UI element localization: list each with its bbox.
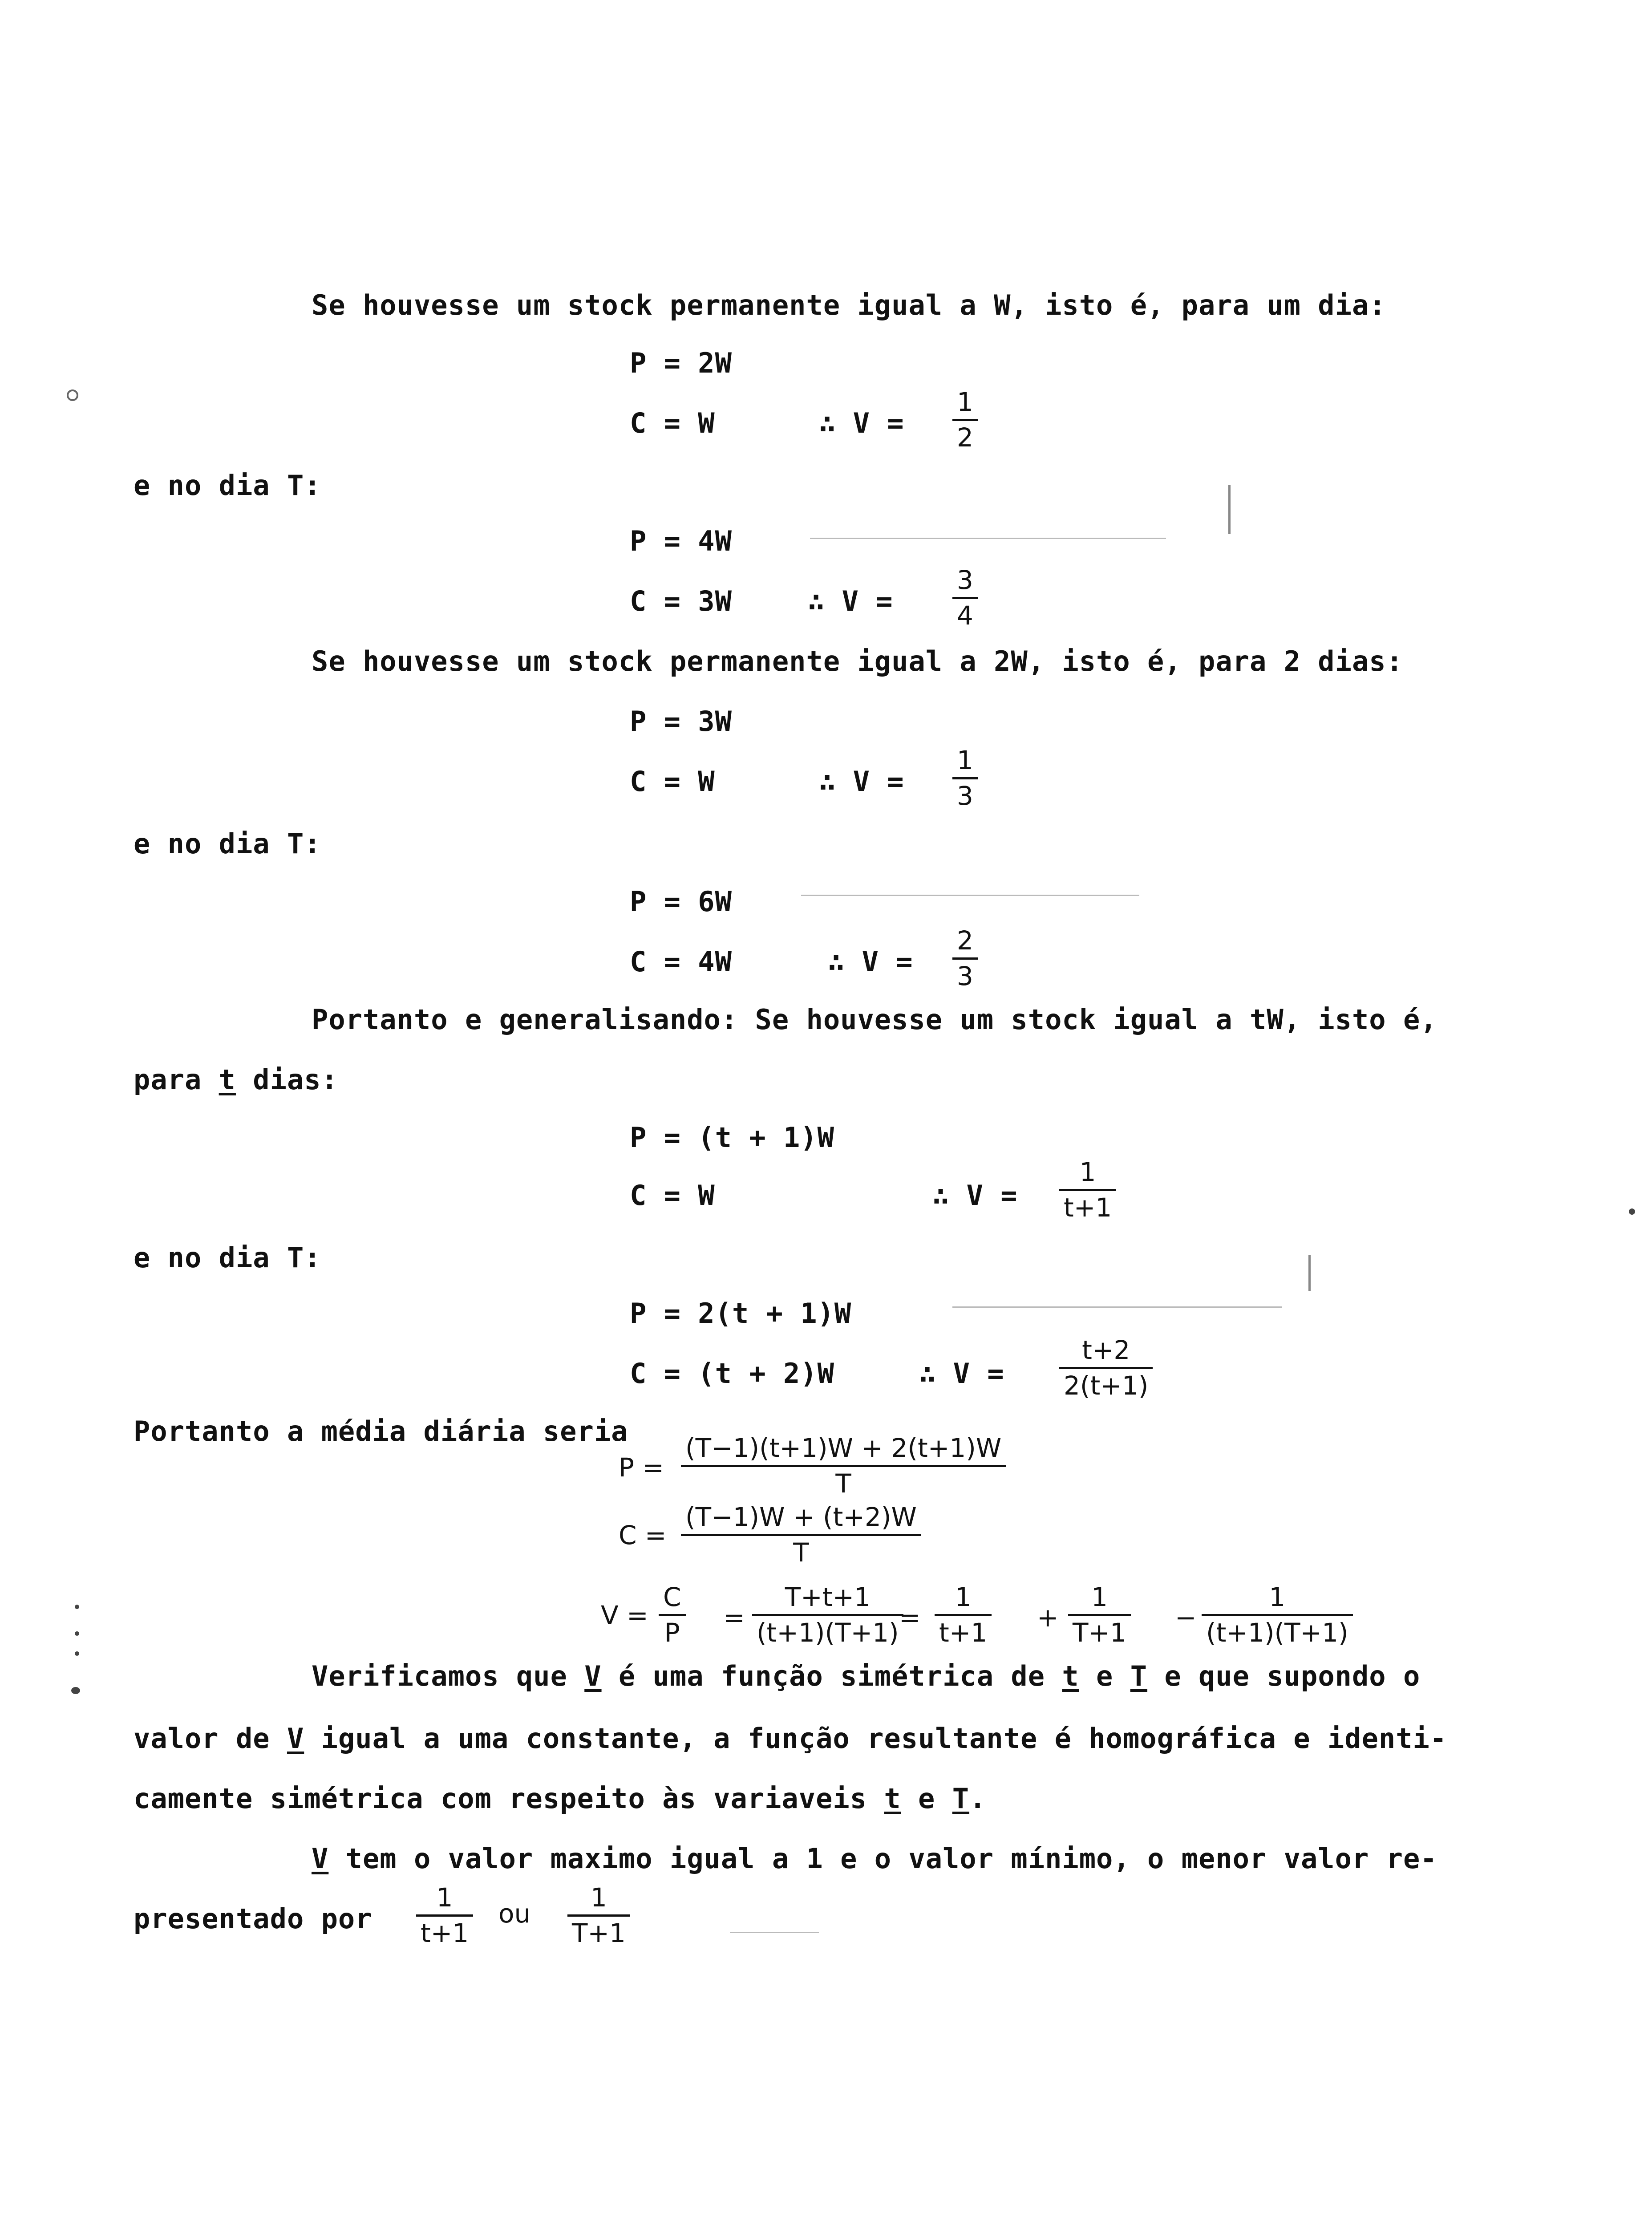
text-segment: igual a uma constante, a função resultante é homográfica e identi- (304, 1722, 1447, 1755)
equation-c: C = W (630, 407, 715, 439)
scan-line (952, 1306, 1282, 1308)
fraction-bar (416, 1914, 473, 1917)
equation-v: ∴ V = (919, 1357, 1004, 1390)
equation-c: C = W (630, 765, 715, 798)
fraction-numerator: 1 (591, 1882, 607, 1913)
fraction-numerator: 1 (957, 745, 973, 775)
scan-line (1228, 485, 1231, 534)
variable-T: T (1130, 1660, 1148, 1692)
word-ou: ou (498, 1898, 531, 1929)
fraction-denominator: 4 (957, 600, 973, 631)
fraction-denominator: (t+1)(T+1) (1206, 1617, 1348, 1648)
label-dia-t: e no dia T: (134, 1241, 321, 1274)
fraction-bar (952, 777, 978, 779)
paragraph-stock-one-day: Se houvesse um stock permanente igual a W, isto é, para um dia: (312, 289, 1386, 321)
fraction-numerator: 1 (957, 387, 973, 417)
equation-p: P = (t + 1)W (630, 1121, 834, 1154)
fraction-bar (681, 1534, 921, 1536)
equation-p: P = 4W (630, 525, 732, 557)
scan-line (730, 1932, 819, 1933)
scan-dot (71, 1687, 80, 1694)
hand-fraction-1-over-t1 (416, 1883, 473, 1948)
equation-c: C = (t + 2)W (630, 1357, 834, 1390)
equation-c: C = 4W (630, 945, 732, 978)
equation-v: ∴ V = (932, 1179, 1018, 1212)
equals-sign: = (899, 1602, 921, 1633)
paragraph-symmetric-line3 (134, 1782, 987, 1815)
fraction-denominator: 2 (957, 422, 973, 453)
scan-dot (75, 1605, 79, 1609)
fraction-denominator: t+1 (1064, 1192, 1112, 1223)
fraction-numerator: 1 (436, 1882, 453, 1913)
variable-t: t (219, 1063, 236, 1096)
scan-dot (1629, 1208, 1635, 1215)
equation-v: ∴ V = (819, 765, 904, 798)
hand-p-lhs: P = (619, 1452, 664, 1483)
fraction-denominator: T+1 (1073, 1617, 1126, 1648)
fraction-v (952, 746, 978, 811)
text-segment: é uma função simétrica de (601, 1660, 1062, 1692)
fraction-bar (1059, 1367, 1153, 1369)
label-dia-t: e no dia T: (134, 827, 321, 860)
text-segment: e (1079, 1660, 1130, 1692)
fraction-bar (1202, 1614, 1353, 1616)
hand-c-lhs: C = (619, 1520, 667, 1550)
equation-v: ∴ V = (828, 945, 913, 978)
fraction-v (952, 565, 978, 630)
fraction-denominator: T (835, 1468, 851, 1499)
scan-dot (75, 1651, 79, 1656)
text-segment: . (969, 1782, 987, 1815)
paragraph-symmetric-line2 (134, 1722, 1447, 1755)
equation-p: P = 3W (630, 705, 732, 738)
hand-fraction-1-over-T1 (1068, 1582, 1131, 1647)
equation-p: P = 6W (630, 885, 732, 918)
scan-line (1308, 1255, 1311, 1291)
variable-T: T (952, 1782, 970, 1815)
fraction-denominator: T+1 (572, 1918, 626, 1948)
fraction-denominator: (t+1)(T+1) (757, 1617, 899, 1648)
fraction-bar (681, 1465, 1006, 1467)
hand-fraction-1-over-T1 (567, 1883, 630, 1948)
hand-fraction-product (1202, 1582, 1353, 1647)
fraction-numerator: 2 (957, 925, 973, 956)
fraction-bar (952, 597, 978, 599)
hand-fraction-c-over-p (659, 1582, 686, 1647)
text-segment: dias: (235, 1063, 338, 1096)
equation-v: ∴ V = (819, 407, 904, 439)
paragraph-max-min-line1 (312, 1842, 1437, 1875)
variable-V: V (287, 1722, 304, 1755)
paragraph-generalisation-line2 (134, 1063, 338, 1096)
minus-sign: − (1175, 1602, 1197, 1633)
variable-V: V (312, 1842, 329, 1875)
scan-dot (75, 1631, 79, 1636)
text-segment: camente simétrica com respeito às variaveis (134, 1782, 884, 1815)
hand-fraction-c (681, 1502, 921, 1567)
paragraph-stock-two-days: Se houvesse um stock permanente igual a 2W, isto é, para 2 dias: (312, 645, 1403, 677)
variable-t: t (884, 1782, 901, 1815)
text-segment: e que supondo o (1147, 1660, 1421, 1692)
fraction-numerator: 3 (957, 565, 973, 595)
equation-p: P = 2(t + 1)W (630, 1297, 852, 1330)
fraction-denominator: t+1 (421, 1918, 469, 1948)
fraction-v (952, 926, 978, 991)
scan-line (801, 895, 1139, 896)
fraction-v (1059, 1335, 1153, 1400)
fraction-numerator: 1 (955, 1582, 972, 1612)
hand-v-lhs: V = (601, 1600, 648, 1630)
fraction-numerator: 1 (1269, 1582, 1286, 1612)
text-segment: Verificamos que (312, 1660, 585, 1692)
fraction-v (1059, 1157, 1116, 1222)
fraction-denominator: t+1 (939, 1617, 988, 1648)
hand-fraction-sum (752, 1582, 903, 1647)
fraction-denominator: 3 (957, 780, 973, 811)
fraction-numerator: (T−1)W + (t+2)W (685, 1502, 917, 1532)
fraction-bar (752, 1614, 903, 1616)
hand-fraction-p (681, 1433, 1006, 1498)
fraction-numerator: (T−1)(t+1)W + 2(t+1)W (685, 1433, 1002, 1463)
text-segment: para (134, 1063, 219, 1096)
fraction-numerator: T+t+1 (785, 1582, 871, 1612)
fraction-numerator: t+2 (1082, 1335, 1130, 1365)
plus-sign: + (1037, 1602, 1059, 1633)
text-segment: e (901, 1782, 952, 1815)
text-segment: valor de (134, 1722, 287, 1755)
label-media-diaria: Portanto a média diária seria (134, 1415, 628, 1448)
equation-p: P = 2W (630, 347, 732, 379)
paragraph-symmetric-line1 (312, 1662, 1420, 1690)
variable-t: t (1062, 1660, 1079, 1692)
equals-sign: = (723, 1602, 745, 1633)
fraction-bar (952, 957, 978, 960)
fraction-v (952, 387, 978, 452)
fraction-bar (1068, 1614, 1131, 1616)
scan-dot (67, 389, 78, 401)
fraction-denominator: T (793, 1537, 809, 1568)
fraction-denominator: 3 (957, 961, 973, 991)
label-dia-t: e no dia T: (134, 469, 321, 502)
equation-c: C = 3W (630, 585, 732, 617)
fraction-bar (1059, 1189, 1116, 1191)
fraction-bar (567, 1914, 630, 1917)
hand-fraction-1-over-t1 (935, 1582, 992, 1647)
fraction-bar (952, 419, 978, 421)
paragraph-generalisation: Portanto e generalisando: Se houvesse um stock igual a tW, isto é, (312, 1003, 1437, 1036)
fraction-numerator: 1 (1091, 1582, 1108, 1612)
variable-V: V (584, 1660, 602, 1692)
fraction-bar (659, 1614, 686, 1616)
fraction-numerator: 1 (1079, 1157, 1096, 1187)
fraction-denominator: P (664, 1617, 680, 1648)
scan-line (810, 538, 1166, 539)
fraction-bar (935, 1614, 992, 1616)
equation-v: ∴ V = (808, 585, 893, 617)
fraction-numerator: C (663, 1582, 681, 1612)
paragraph-max-min-line2: presentado por (134, 1902, 373, 1935)
text-segment: tem o valor maximo igual a 1 e o valor mínimo, o menor valor re- (328, 1842, 1437, 1875)
fraction-denominator: 2(t+1) (1064, 1370, 1149, 1401)
equation-c: C = W (630, 1179, 715, 1212)
